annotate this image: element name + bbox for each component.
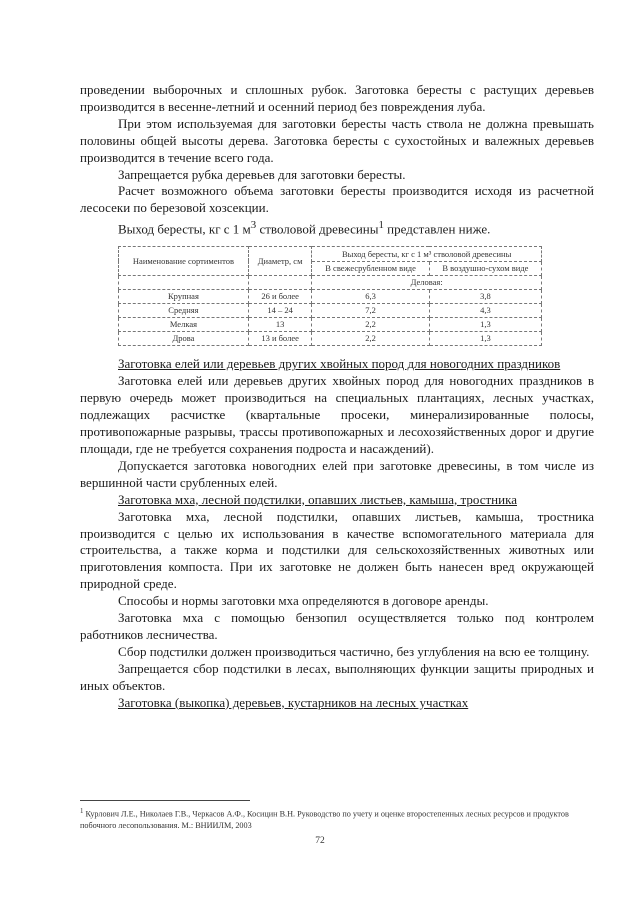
footnote-ref: 1: [378, 219, 384, 232]
table-cell: 2,2: [312, 318, 430, 332]
paragraph: При этом используемая для заготовки бересты часть ствола не должна превышать половины общей высоты дерева. Заготовка бересты с сухостойных и валежных деревьев производится в течение всего года.: [80, 115, 594, 165]
table-intro-text: стволовой древесины: [256, 221, 379, 237]
paragraph: Запрещается рубка деревьев для заготовки бересты.: [118, 166, 406, 182]
table-cell: 2,2: [312, 332, 430, 346]
table-row: [119, 332, 542, 346]
table-cell: [119, 276, 249, 290]
yield-table-wrapper: [118, 246, 542, 346]
section-heading-moss: Заготовка мха, лесной подстилки, опавших листьев, камыша, тростника: [118, 491, 517, 507]
table-cell: 7,2: [312, 304, 430, 318]
table-intro: [80, 217, 594, 238]
section-heading-trees: Заготовка (выкопка) деревьев, кустарников на лесных участках: [118, 694, 469, 710]
paragraph: проведении выборочных и сплошных рубок. Заготовка бересты с растущих деревьев производится в весенне-летний и осенний период без повреждения луба.: [80, 82, 594, 114]
table-cell: Крупная: [119, 290, 249, 304]
col-header-dry: В воздушно-сухом виде: [429, 261, 541, 276]
table-cell: 14 – 24: [248, 304, 311, 318]
footnote-mark: 1: [80, 808, 84, 815]
table-intro-text: представлен ниже.: [383, 221, 491, 237]
table-row: [119, 290, 542, 304]
table-cell: 3,8: [429, 290, 541, 304]
paragraph: Допускается заготовка новогодних елей при заготовке древесины, в том числе из вершинной части срубленных елей.: [80, 457, 594, 490]
footnote-divider: [80, 800, 250, 801]
section-heading-spruce: Заготовка елей или деревьев других хвойных пород для новогодних праздников: [118, 356, 561, 372]
col-header-name: Наименование сортиментов: [119, 247, 249, 276]
table-cell: 6,3: [312, 290, 430, 304]
table-cell: Дрова: [119, 332, 249, 346]
paragraph: Способы и нормы заготовки мха определяются в договоре аренды.: [118, 593, 489, 609]
table-cell: 1,3: [429, 318, 541, 332]
paragraph: Заготовка мха с помощью бензопил осуществляется только под контролем работников лесничества.: [80, 610, 594, 642]
table-row: [119, 304, 542, 318]
page-number: 72: [315, 836, 325, 846]
col-header-diameter: Диаметр, см: [248, 247, 311, 276]
table-cell: 4,3: [429, 304, 541, 318]
table-cell: Средняя: [119, 304, 249, 318]
paragraph: Сбор подстилки должен производиться частично, без углубления на всю ее толщину.: [118, 643, 590, 659]
paragraph: Запрещается сбор подстилки в лесах, выполняющих функции защиты природных и иных объектов.: [80, 660, 594, 693]
yield-table: [118, 246, 542, 346]
table-cell: [248, 276, 311, 290]
paragraph: Заготовка мха, лесной подстилки, опавших листьев, камыша, тростника производится с целью их использования в качестве вспомогательного материала для строительства, а также корма и подстилки для сельскохозяйственных животных или приготовления компоста. При их заготовке не должен быть нанесен вред окружающей природной среде.: [80, 508, 594, 592]
table-cell: 26 и более: [248, 290, 311, 304]
body-text: [80, 82, 594, 712]
table-cell: 1,3: [429, 332, 541, 346]
table-cell: 13 и более: [248, 332, 311, 346]
col-header-yield: Выход бересты, кг с 1 м³ стволовой древесины: [312, 247, 542, 262]
table-cell: Мелкая: [119, 318, 249, 332]
table-row: [119, 318, 542, 332]
table-intro-text: Выход бересты, кг с 1 м: [118, 221, 251, 237]
table-section-label: Деловая:: [312, 276, 542, 290]
paragraph: Заготовка елей или деревьев других хвойных пород для новогодних праздников в первую очередь может производиться на специальных плантациях, лесных участках, подлежащих расчистке (квартальные просеки, минерализированные полосы, противопожарные разрывы, трассы противопожарных и лесохозяйственных дорог и другие площади, где не требуется сохранения подроста и насаждений).: [80, 373, 594, 457]
footnote: [80, 806, 594, 831]
col-header-fresh: В свежесрубленном виде: [312, 261, 430, 276]
footnote-text: Курлович Л.Е., Николаев Г.В., Черкасов А.Ф., Косицин В.Н. Руководство по учету и оценке второстепенных лесных ресурсов и продуктов побочного лесопользования. М.: ВНИИЛМ, 2003: [80, 809, 569, 830]
paragraph: Расчет возможного объема заготовки бересты производится исходя из расчетной лесосеки по березовой хозсекции.: [80, 183, 594, 216]
superscript: 3: [250, 219, 257, 232]
table-cell: 13: [248, 318, 311, 332]
